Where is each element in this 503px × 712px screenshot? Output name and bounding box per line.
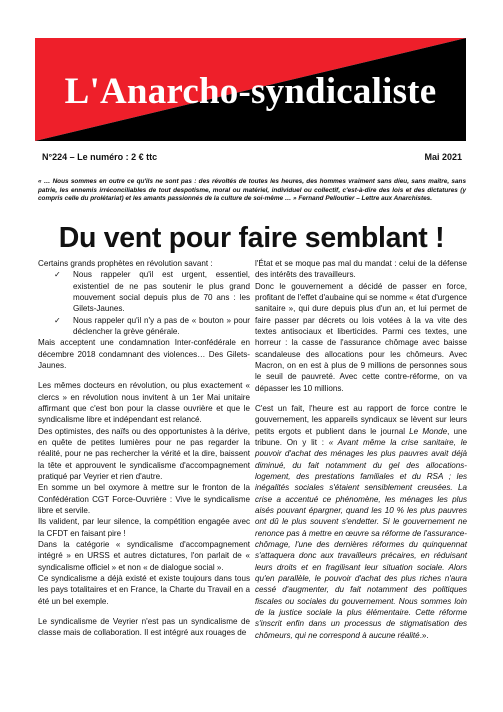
masthead-title: L'Anarcho-syndicaliste: [64, 71, 437, 112]
text-run: .».: [419, 630, 429, 640]
newspaper-name: Le Monde: [409, 426, 448, 436]
paragraph: Mais acceptent une condamnation Inter-confédérale en décembre 2018 condamnant des violences… Des Gilets-Jaunes.: [38, 338, 250, 370]
list-item-text: Nous rappeler qu'il n'y a pas de « bouton » pour déclencher la grève générale.: [73, 315, 250, 336]
paragraph: Donc le gouvernement a décidé de passer en force, profitant de l'effet d'aubaine qui se nomme « état d'urgence sanitaire », qui dure depuis plus d'un an, et lui permet de faire passer par décrets ou lois votées à la va vite des textes antisociaux et liberticides. Parmi ces textes, une horreur : la casse de l'assurance chômage avec baisse scandaleuse des allocations pour les chômeurs. Avec Macron, on en est à plus de 9 millions de personnes sous le seuil de pauvreté. Avec cette contre-réforme, on va dépasser les 10 millions.: [255, 281, 467, 393]
text-run: C'est un fait, l'heure est au rapport de force contre le gouvernement, les appareils syndicaux se lèvent sur leurs petits ergots et publient dans le journal: [255, 403, 467, 436]
bullet-list: [38, 269, 250, 337]
paragraph: Le syndicalisme de Veyrier n'est pas un syndicalisme de classe mais de collaboration. Il est intégré aux rouages de: [38, 616, 250, 638]
list-item-text: Nous rappeler qu'il est urgent, essentiel, existentiel de ne pas soutenir le plus grand mouvement social depuis plus de 70 ans : les Gilets-Jaunes.: [73, 270, 250, 314]
article-column-left: [38, 258, 250, 639]
paragraph: Ils valident, par leur silence, la compétition engagée avec la CFDT en faisant pire !: [38, 517, 250, 538]
issue-number-price: N°224 – Le numéro : 2 € ttc: [42, 152, 158, 162]
list-item: [38, 269, 250, 314]
paragraph: En somme un bel oxymore à mettre sur le fronton de la Confédération CGT Force-Ouvrière : Vive le syndicalisme libre et servile.: [38, 483, 250, 515]
paragraph: Certains grands prophètes en révolution savant :: [38, 259, 213, 268]
article-headline: Du vent pour faire semblant !: [58, 222, 445, 254]
list-item: [38, 315, 250, 338]
issue-info: [42, 152, 462, 166]
paragraph: Les mêmes docteurs en révolution, ou plus exactement « clercs » en révolution nous invitent à un 1er Mai unitaire affirmant que c'est bon pour la classe ouvrière et que le syndicalisme libre et indépendant est relancé.: [38, 381, 250, 425]
issue-date: Mai 2021: [424, 152, 462, 162]
masthead-banner: [35, 38, 466, 141]
paragraph: l'État et se moque pas mal du mandat : celui de la défense des intérêts des travailleurs.: [255, 259, 467, 280]
check-icon: ✓: [54, 315, 61, 325]
quoted-text: « Avant même la crise sanitaire, le pouvoir d'achat des ménages les plus pauvres avait déjà diminué, du fait notamment du gel des allocations-logement, des prestations familiales et du RSA ; les inégalités sociales s'étaient sensiblement creusées. La crise a accentué ce phénomène, les ménages les plus aisés pouvant épargner, quand les 10 % les plus pauvres ont dû le plus souvent s'endetter. Si le gouvernement ne renonce pas à mettre en œuvre sa réforme de l'assurance-chômage, l'une des dernières réformes du quinquennat s'attaquera donc aux travailleurs précaires, en réduisant leurs droits et en fragilisant leur situation sociale. Alors qu'en parallèle, le pouvoir d'achat des plus riches n'aura cessé d'augmenter, du fait notamment des politiques fiscales ou sociales du gouvernement. Nous sommes loin de la justice sociale la plus élémentaire. Cette réforme s'inscrit enfin dans un processus de stigmatisation des chômeurs, qui ne correspond à aucune réalité: [255, 437, 467, 640]
paragraph: [255, 403, 467, 641]
text-run: , une tribune. On y lit :: [255, 426, 467, 447]
epigraph-quote: « … Nous sommes en outre ce qu'ils ne sont pas : des révoltés de toutes les heures, des hommes vraiment sans dieu, sans maître, sans patrie, les ennemis irréconciliables de tout despotisme, moral ou matériel, individuel ou collectif, c'est-à-dire des lois et des dictatures (y compris celle du prolétariat) et les amants passionnés de la culture de soi-même … » Fernand Pelloutier – Lettre aux Anarchistes.: [38, 178, 466, 203]
article-column-right: [255, 258, 467, 641]
check-icon: ✓: [54, 270, 61, 280]
paragraph: Des optimistes, des naïfs ou des opportunistes à la dérive, en quête de petites lumières pour ne pas regarder la réalité, pour ne pas rechercher la vérité et la dire, baissent la tête et approuvent le syndicalisme d'accompagnement pratiqué par Veyrier et rien d'autre.: [38, 426, 250, 481]
paragraph: Ce syndicalisme a déjà existé et existe toujours dans tous les pays totalitaires et en France, la Charte du Travail en a été un bel exemple.: [38, 573, 250, 606]
paragraph: Dans la catégorie « syndicalisme d'accompagnement intégré » en URSS et autres dictatures, l'on parlait de « syndicalisme officiel » et non « de dialogue social ».: [38, 539, 250, 572]
